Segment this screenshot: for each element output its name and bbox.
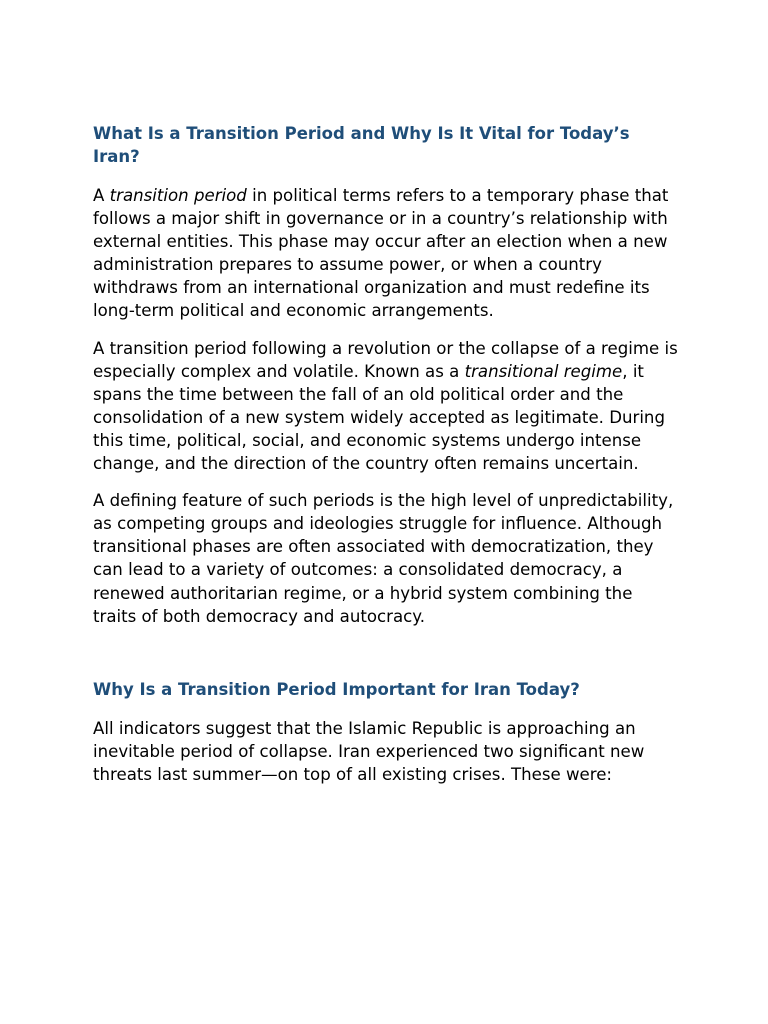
paragraph-definition bbox=[93, 184, 678, 323]
paragraph-text: , it spans the time between the fall of an old political order and the consolidation of a new system widely accepted as legitimate. During this time, political, social, and economic systems undergo intense change, and the direction of the country often remains uncertain. bbox=[93, 361, 665, 474]
paragraph-indicators: All indicators suggest that the Islamic Republic is approaching an inevitable period of collapse. Iran experienced two significant new threats last summer—on top of all existing crises. These were: bbox=[93, 718, 645, 784]
paragraph-text: in political terms refers to a temporary phase that follows a major shift in governance or in a country’s relationship with external entities. This phase may occur after an election when a new administration prepares to assume power, or when a country withdraws from an international organization and must redefine its long-term political and economic arrangements. bbox=[93, 186, 669, 321]
paragraph-text: A bbox=[93, 186, 110, 205]
paragraph-transitional-regime bbox=[93, 337, 678, 476]
document-page bbox=[93, 122, 678, 786]
section-heading-transition-period: What Is a Transition Period and Why Is It Vital for Today’s Iran? bbox=[93, 124, 630, 166]
paragraph-unpredictability: A defining feature of such periods is the high level of unpredictability, as competing groups and ideologies struggle for influence. Although transitional phases are often associated with democratization, they can lead to a variety of outcomes: a consolidated democracy, a renewed authoritarian regime, or a hybrid system combining the traits of both democracy and autocracy. bbox=[93, 491, 674, 626]
emphasis-term: transition period bbox=[109, 186, 247, 205]
emphasis-term: transitional regime bbox=[464, 361, 623, 381]
section-heading-importance: Why Is a Transition Period Important for Iran Today? bbox=[93, 679, 580, 699]
paragraph-text: A transition period following a revolution or the collapse of a regime is especially complex and volatile. Known as a bbox=[93, 338, 678, 381]
